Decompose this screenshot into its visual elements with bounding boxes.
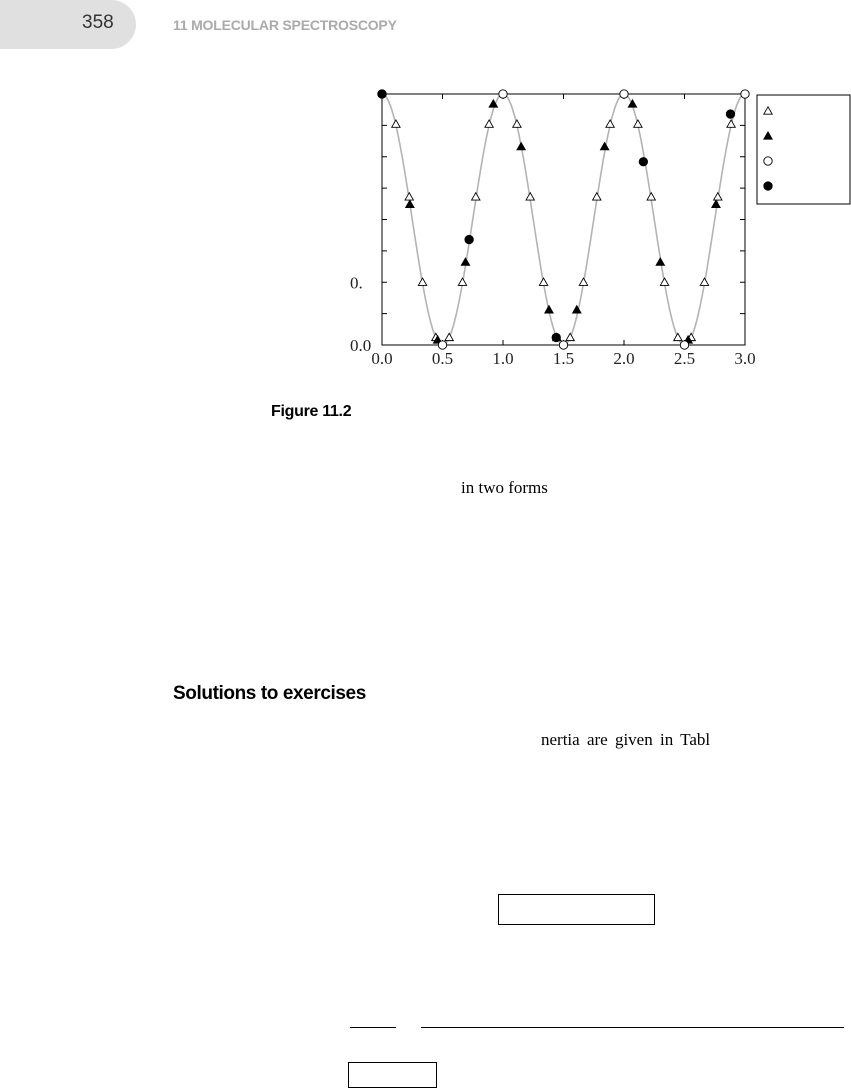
filled-triangle-marker — [461, 258, 469, 265]
body-text-fragment-forms: in two forms — [461, 478, 548, 497]
open-circle-marker — [438, 341, 446, 349]
axis-ticks — [382, 94, 745, 345]
open-circle-marker — [559, 341, 567, 349]
open-triangle-marker — [674, 333, 682, 340]
open-circle-marker — [499, 90, 507, 98]
open-triangle-marker — [526, 193, 534, 200]
legend-filled-circle-marker — [764, 182, 772, 190]
filled-triangle-marker — [712, 200, 720, 207]
open-triangle-marker — [727, 120, 735, 127]
x-tick-label: 2.0 — [613, 349, 635, 368]
plot-frame — [382, 94, 745, 345]
x-tick-label: 2.5 — [673, 349, 696, 368]
open-circle-marker — [741, 90, 749, 98]
open-triangle-marker — [539, 278, 547, 285]
open-triangle-marker — [660, 278, 668, 285]
open-triangle-marker — [700, 278, 708, 285]
open-circle-marker — [680, 341, 688, 349]
filled-triangle-marker — [628, 100, 636, 107]
open-triangle-marker — [714, 193, 722, 200]
filled-circle-marker — [465, 235, 473, 243]
open-triangle-marker — [458, 278, 466, 285]
figure-caption: Figure 11.2 — [271, 403, 352, 420]
open-triangle-marker — [392, 120, 400, 127]
open-triangle-marker — [579, 278, 587, 285]
filled-circle-marker — [639, 158, 647, 166]
figure-11-2-plot — [0, 0, 851, 400]
section-heading: Solutions to exercises — [173, 683, 366, 704]
filled-triangle-marker — [545, 306, 553, 313]
open-triangle-marker — [445, 333, 453, 340]
x-tick-label: 0.0 — [371, 349, 393, 368]
y-tick-label: 0. — [350, 273, 363, 293]
open-triangle-marker — [405, 193, 413, 200]
open-triangle-marker — [566, 333, 574, 340]
x-tick-label: 1.0 — [492, 349, 514, 368]
open-circle-marker — [620, 90, 628, 98]
open-triangle-marker — [513, 120, 521, 127]
filled-triangle-marker — [656, 258, 664, 265]
open-triangle-marker — [485, 120, 493, 127]
y-tick-labels — [350, 273, 371, 355]
filled-circle-marker — [378, 90, 386, 98]
fraction-rule — [350, 1027, 396, 1028]
open-triangle-marker — [418, 278, 426, 285]
open-triangle-marker — [593, 193, 601, 200]
y-tick-label: 0.0 — [350, 336, 372, 355]
filled-triangle-marker — [517, 143, 525, 150]
x-tick-labels — [371, 349, 755, 368]
fraction-rule — [421, 1027, 844, 1028]
filled-triangle-marker — [406, 200, 414, 207]
filled-triangle-marker — [600, 143, 608, 150]
x-tick-label: 1.5 — [552, 349, 575, 368]
page-number: 358 — [82, 12, 114, 33]
data-markers — [378, 90, 749, 349]
answer-box — [498, 894, 655, 925]
answer-box — [348, 1062, 437, 1088]
running-head: 11 MOLECULAR SPECTROSCOPY — [173, 17, 397, 33]
filled-circle-marker — [552, 333, 560, 341]
cos-squared-curve — [382, 94, 745, 345]
body-text-fragment-inertia: nertia are given in Tabl — [541, 730, 711, 749]
open-triangle-marker — [634, 120, 642, 127]
open-triangle-marker — [606, 120, 614, 127]
x-tick-label: 3.0 — [734, 349, 756, 368]
open-triangle-marker — [647, 193, 655, 200]
legend-open-circle-marker — [764, 157, 772, 165]
x-tick-label: 0.5 — [431, 349, 454, 368]
filled-circle-marker — [726, 110, 734, 118]
open-triangle-marker — [472, 193, 480, 200]
